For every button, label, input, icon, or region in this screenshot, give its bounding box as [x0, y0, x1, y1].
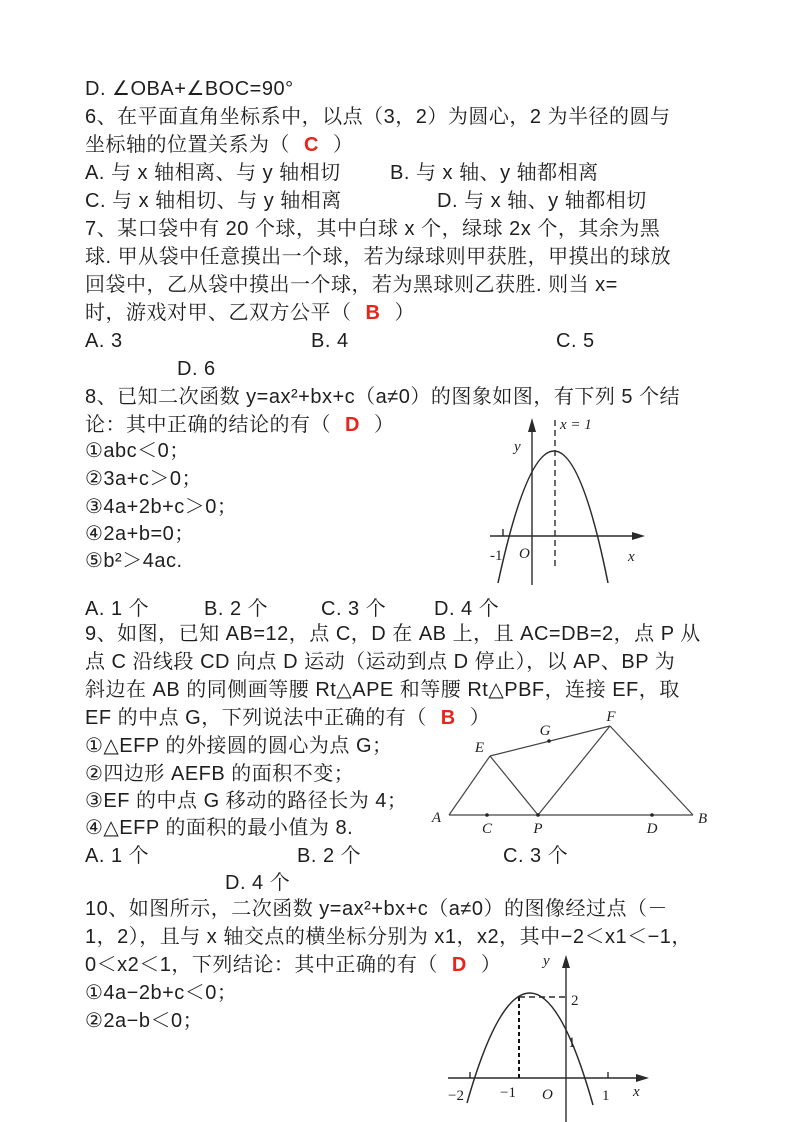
- text: 6、在平面直角坐标系中，以点（3，2）为圆心，2 为半径的圆与: [85, 106, 671, 128]
- q10-stem-line1: [85, 896, 755, 922]
- q9-answer: B: [440, 707, 456, 729]
- q7-option-c: C. 5: [556, 330, 595, 352]
- x-axis-label: x: [633, 1084, 640, 1100]
- text: ④△EFP 的面积的最小值为 8.: [85, 817, 354, 839]
- text: ）: [480, 954, 502, 976]
- segment-AE: [449, 756, 490, 815]
- text: ②四边形 AEFB 的面积不变；: [85, 763, 355, 785]
- tick-minus1-label: -1: [490, 548, 503, 564]
- q7-stem-line3: [85, 272, 755, 298]
- x-axis-arrow: [636, 1074, 649, 1082]
- origin-label: O: [519, 546, 530, 562]
- text: ⑤b²＞4ac.: [85, 550, 183, 572]
- q9-option-a: A. 1 个: [85, 845, 150, 867]
- label-A: A: [431, 810, 441, 826]
- text: 10、如图所示，二次函数 y=ax²+bx+c（a≠0）的图像经过点（－: [85, 898, 668, 920]
- point-P-dot: [536, 813, 540, 817]
- text: 1，2），且与 x 轴交点的横坐标分别为 x1，x2，其中−2＜x1＜−1，: [85, 926, 692, 948]
- label-B: B: [698, 811, 708, 827]
- y-axis-arrow: [562, 955, 570, 968]
- text: 时，游戏对甲、乙双方公平（: [85, 302, 352, 324]
- label-P: P: [533, 821, 543, 837]
- text: 论：其中正确的结论的有（: [85, 414, 331, 436]
- prev-question-option-d: [85, 76, 755, 102]
- text: EF 的中点 G，下列说法中正确的有（: [85, 707, 427, 729]
- q6-option-c: C. 与 x 轴相切、与 y 轴相离: [85, 190, 342, 212]
- text: 回袋中，乙从袋中摸出一个球，若为黑球则乙获胜. 则当 x=: [85, 274, 618, 296]
- text: ③4a+2b+c＞0；: [85, 496, 238, 518]
- parabola-curve: [498, 451, 608, 583]
- point-G-dot: [547, 739, 551, 743]
- q10-stem-line2: [85, 924, 755, 950]
- y-axis-arrow: [528, 418, 536, 432]
- q10-answer: D: [451, 954, 467, 976]
- text: ②2a−b＜0；: [85, 1010, 204, 1032]
- label-G: G: [539, 723, 551, 739]
- x-axis-arrow: [632, 532, 645, 540]
- symmetry-axis-label: x = 1: [560, 417, 592, 433]
- q9-option-d: D. 4 个: [225, 872, 291, 894]
- q9-stem-line3: [85, 677, 755, 703]
- label-E: E: [474, 740, 484, 756]
- y-axis-label: y: [543, 953, 550, 969]
- q7-option-d: D. 6: [177, 358, 216, 380]
- label-F: F: [606, 709, 616, 725]
- tick-1-label: 1: [602, 1088, 610, 1104]
- ytick-1-label: 1: [568, 1035, 576, 1051]
- q8-parabola-graph: [462, 408, 740, 620]
- text: D. ∠OBA+∠BOC=90°: [85, 78, 294, 100]
- point-D-dot: [650, 813, 654, 817]
- text: ②3a+c＞0；: [85, 468, 202, 490]
- q8-option-a: A. 1 个: [85, 598, 150, 620]
- q7-answer: B: [365, 302, 381, 324]
- label-C: C: [481, 821, 493, 837]
- q6-option-b: B. 与 x 轴、y 轴都相离: [390, 162, 599, 184]
- text: ③EF 的中点 G 移动的路径长为 4；: [85, 790, 408, 812]
- tick-minus2-label: −2: [448, 1088, 464, 1104]
- q8-option-d: D. 4 个: [434, 598, 500, 620]
- text: 球. 甲从袋中任意摸出一个球，若为绿球则甲获胜，甲摸出的球放: [85, 246, 672, 268]
- text: ①abc＜0；: [85, 440, 190, 462]
- q7-answer-line: [85, 300, 755, 326]
- q9-stem-line2: [85, 649, 755, 675]
- tick-minus1-label: −1: [500, 1085, 516, 1101]
- q6-option-a: A. 与 x 轴相离、与 y 轴相切: [85, 162, 341, 184]
- q9-option-c: C. 3 个: [503, 845, 569, 867]
- q6-answer: C: [304, 134, 319, 156]
- text: 坐标轴的位置关系为（: [85, 134, 290, 156]
- text: ）: [332, 134, 354, 156]
- text: ）: [469, 707, 491, 729]
- text: ①△EFP 的外接圆的圆心为点 G；: [85, 735, 393, 757]
- q6-stem-line1: [85, 104, 755, 130]
- q8-option-b: B. 2 个: [204, 598, 269, 620]
- q7-stem-line2: [85, 244, 755, 270]
- text: 9、如图，已知 AB=12，点 C，D 在 AB 上，且 AC=DB=2，点 P 从: [85, 623, 701, 645]
- text: 0＜x2＜1，下列结论：其中正确的有（: [85, 954, 438, 976]
- q6-answer-line: [85, 132, 755, 158]
- q6-option-d: D. 与 x 轴、y 轴都相切: [437, 190, 647, 212]
- x-axis-label: x: [628, 549, 635, 565]
- segment-EP: [490, 756, 538, 815]
- text: ）: [373, 414, 395, 436]
- text: 斜边在 AB 的同侧画等腰 Rt△APE 和等腰 Rt△PBF，连接 EF，取: [85, 679, 680, 701]
- label-D: D: [646, 821, 658, 837]
- q7-stem-line1: [85, 216, 755, 242]
- y-axis-label: y: [514, 439, 521, 455]
- point-C-dot: [485, 813, 489, 817]
- q7-option-b: B. 4: [311, 330, 349, 352]
- text: 8、已知二次函数 y=ax²+bx+c（a≠0）的图象如图，有下列 5 个结: [85, 386, 681, 408]
- origin-label: O: [542, 1087, 553, 1103]
- q7-option-a: A. 3: [85, 330, 123, 352]
- q8-option-c: C. 3 个: [321, 598, 387, 620]
- text: 7、某口袋中有 20 个球，其中白球 x 个，绿球 2x 个，其余为黑: [85, 218, 661, 240]
- text: 点 C 沿线段 CD 向点 D 运动（运动到点 D 停止），以 AP、BP 为: [85, 651, 676, 673]
- text: ①4a−2b+c＜0；: [85, 982, 238, 1004]
- text: ④2a+b=0；: [85, 523, 195, 545]
- q9-geometry-figure: [415, 708, 715, 838]
- q10-parabola-graph: [440, 953, 685, 1122]
- q8-stem-line1: [85, 384, 755, 410]
- q9-stem-line1: [85, 621, 755, 647]
- ytick-2-label: 2: [571, 993, 579, 1009]
- q9-option-b: B. 2 个: [297, 845, 362, 867]
- q8-answer: D: [345, 414, 360, 436]
- segment-FB: [610, 726, 693, 815]
- text: ）: [394, 302, 415, 324]
